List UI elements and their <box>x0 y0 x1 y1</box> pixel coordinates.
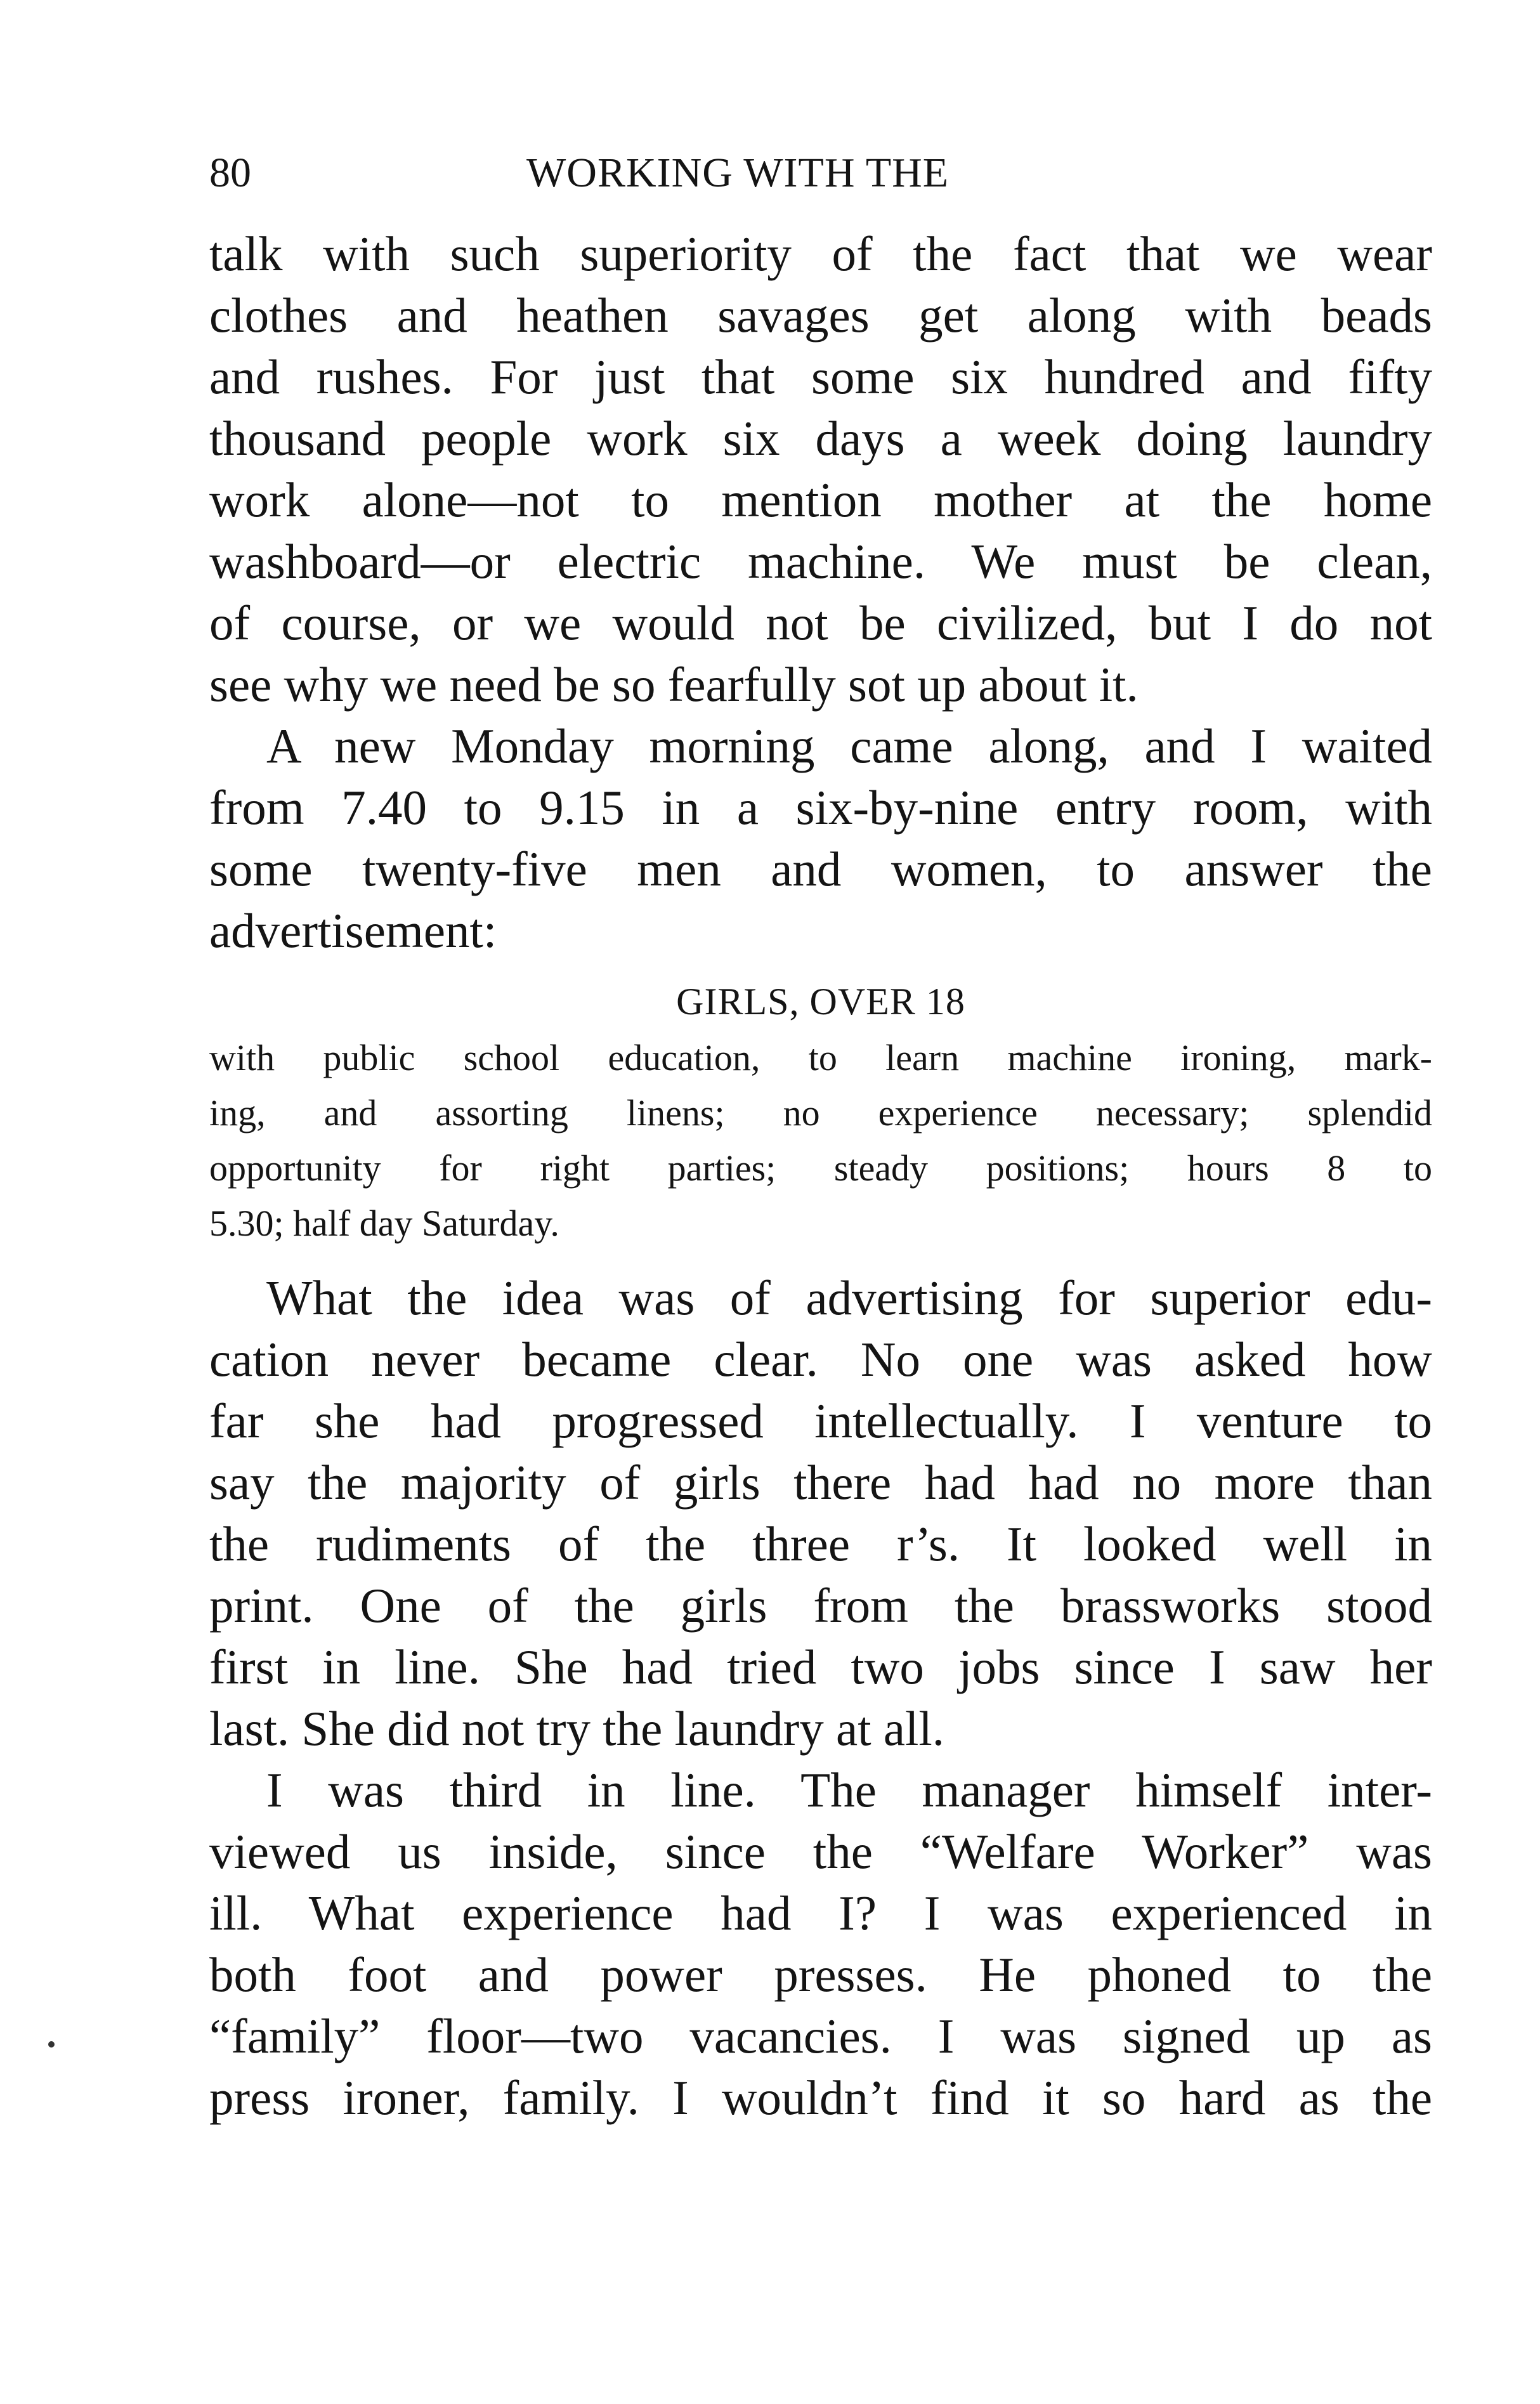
advertisement-line: 5.30; half day Saturday. <box>209 1203 559 1244</box>
advertisement-heading: GIRLS, OVER 18 <box>676 981 965 1022</box>
text-line: and rushes. For just that some six hundred and fifty <box>209 349 1432 404</box>
text-line: ill. What experience had I? I was experienced in <box>209 1886 1432 1940</box>
text-line: cation never became clear. No one was asked how <box>209 1332 1432 1387</box>
text-line: clothes and heathen savages get along with beads <box>209 288 1432 343</box>
advertisement-line: opportunity for right parties; steady positions; hours 8 to <box>209 1147 1432 1189</box>
text-line: say the majority of girls there had had no more than <box>209 1455 1432 1510</box>
paragraph <box>209 223 1432 715</box>
text-line: print. One of the girls from the brassworks stood <box>209 1578 1432 1633</box>
text-line: What the idea was of advertising for superior edu- <box>266 1271 1432 1325</box>
text-line: far she had progressed intellectually. I venture to <box>209 1394 1432 1448</box>
body-text <box>209 223 1432 2129</box>
paragraph <box>209 1760 1432 2129</box>
text-line: talk with such superiority of the fact that we wear <box>209 226 1432 281</box>
text-line: I was third in line. The manager himself inter- <box>266 1763 1432 1817</box>
text-line: both foot and power presses. He phoned to the <box>209 1947 1432 2002</box>
text-line: advertisement: <box>209 903 497 958</box>
text-line: from 7.40 to 9.15 in a six-by-nine entry room, with <box>209 780 1432 835</box>
text-line: A new Monday morning came along, and I waited <box>266 719 1432 773</box>
text-line: first in line. She had tried two jobs since I saw her <box>209 1640 1432 1694</box>
text-line: thousand people work six days a week doing laundry <box>209 411 1432 466</box>
text-line: of course, or we would not be civilized, but I do not <box>209 596 1432 650</box>
text-line: “family” floor—two vacancies. I was signed up as <box>209 2009 1432 2063</box>
text-line: press ironer, family. I wouldn’t find it so hard as the <box>209 2070 1432 2125</box>
advertisement-line: with public school education, to learn machine ironing, mark- <box>209 1037 1432 1078</box>
paragraph <box>209 715 1432 962</box>
text-line: the rudiments of the three r’s. It looked well in <box>209 1517 1432 1571</box>
page-header <box>209 145 1116 202</box>
running-head: WORKING WITH THE <box>526 150 949 196</box>
text-line: some twenty-five men and women, to answer the <box>209 842 1432 896</box>
page-number: 80 <box>209 150 251 196</box>
text-line: work alone—not to mention mother at the home <box>209 473 1432 527</box>
advertisement-line: ing, and assorting linens; no experience necessary; splendid <box>209 1092 1432 1133</box>
print-speck <box>48 2041 55 2048</box>
text-line: last. She did not try the laundry at all. <box>209 1701 945 1756</box>
advertisement <box>209 973 1432 1251</box>
text-line: washboard—or electric machine. We must be clean, <box>209 534 1432 589</box>
text-line: see why we need be so fearfully sot up about it. <box>209 657 1139 712</box>
paragraph <box>209 1267 1432 1760</box>
text-line: viewed us inside, since the “Welfare Worker” was <box>209 1824 1432 1879</box>
